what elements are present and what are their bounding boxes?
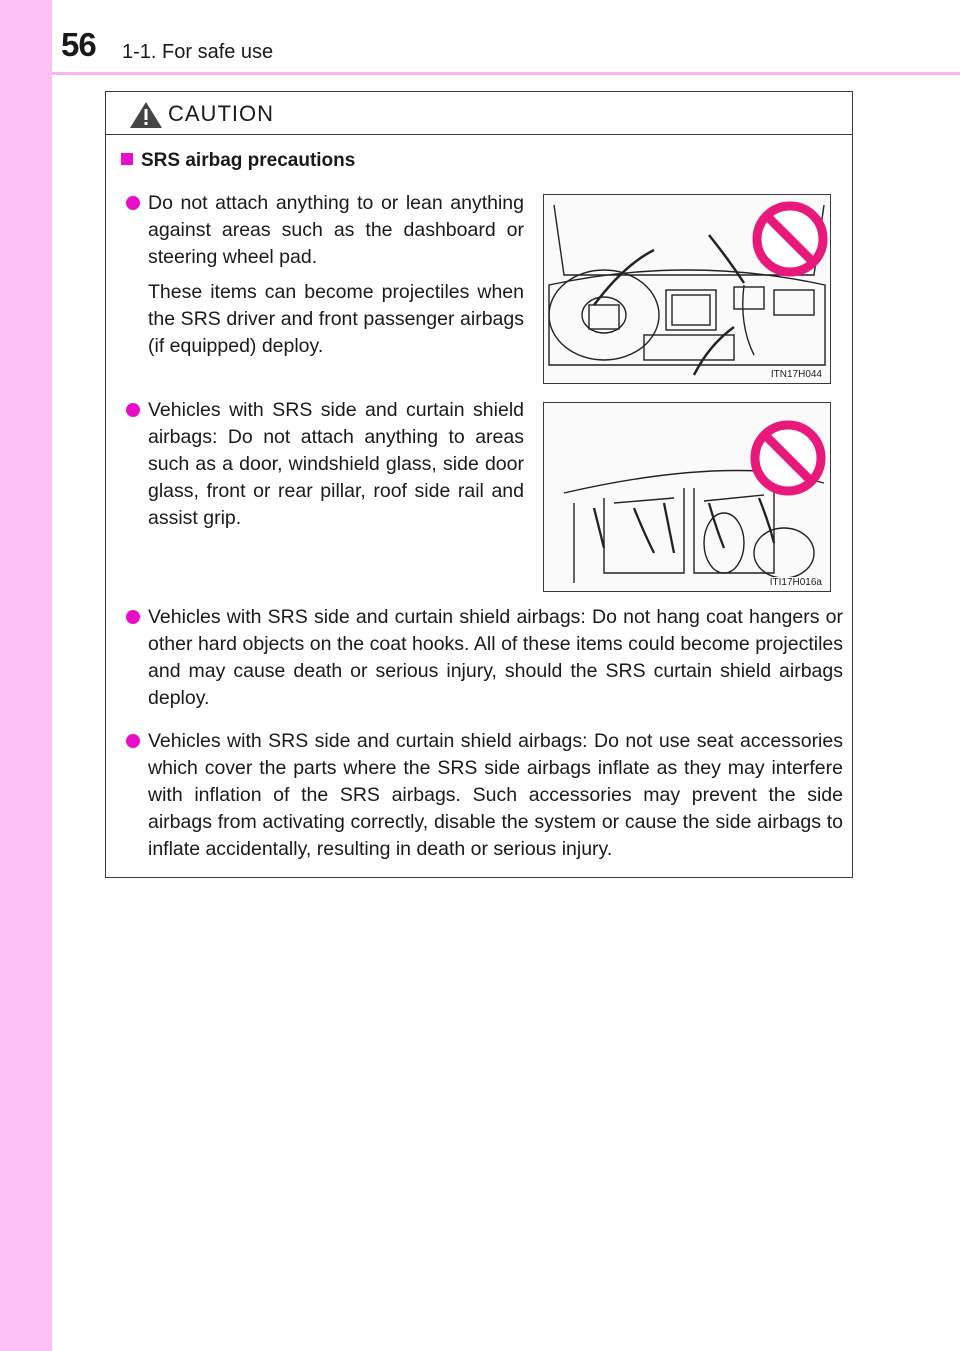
heading-square-icon [121,153,133,165]
item-subtext: These items can become projectiles when the SRS driver and front passenger airbags (if equipped) deploy. [148,281,524,357]
bullet-dot-icon [126,610,140,624]
section-heading [121,150,355,172]
figure-code: ITN17H044 [770,369,822,380]
header-rule [52,72,960,75]
list-item [148,604,843,712]
prohibition-icon [757,206,823,272]
list-item [148,728,843,863]
item-text: Vehicles with SRS side and curtain shield airbags: Do not attach anything to areas such as a door, windshield glass, side door glass, front or rear pillar, roof side rail and assist grip. [148,399,524,529]
caution-header [106,92,852,135]
bullet-dot-icon [126,196,140,210]
caution-label: CAUTION [168,101,274,126]
page-number: 56 [61,26,96,63]
interior-figure [543,402,831,592]
interior-illustration [544,403,830,591]
dashboard-illustration [544,195,830,383]
bullet-dot-icon [126,734,140,748]
item-text: Vehicles with SRS side and curtain shield airbags: Do not hang coat hangers or other hard objects on the coat hooks. All of these items could become projectiles and may cause death or serious injury, should the SRS curtain shield airbags deploy. [148,606,843,709]
dashboard-figure [543,194,831,384]
heading-text: SRS airbag precautions [141,150,356,171]
figure-code: ITI17H016a [769,577,822,588]
prohibition-icon [755,425,821,491]
side-strip [0,0,52,1351]
item-text: Vehicles with SRS side and curtain shield airbags: Do not use seat accessories which cover the parts where the SRS side airbags inflate as they may interfere with inflation of the SRS airbags. Such accessories may prevent the side airbags from activating correctly, disable the system or cause the side airbags to inflate accidentally, resulting in death or serious injury. [148,730,843,860]
caution-box [105,91,853,878]
bullet-dot-icon [126,403,140,417]
list-item [148,397,524,532]
list-item [148,190,524,360]
warning-triangle-icon [128,100,164,130]
section-title: 1-1. For safe use [122,41,274,63]
item-text: Do not attach anything to or lean anything against areas such as the dashboard or steering wheel pad. [148,192,524,268]
